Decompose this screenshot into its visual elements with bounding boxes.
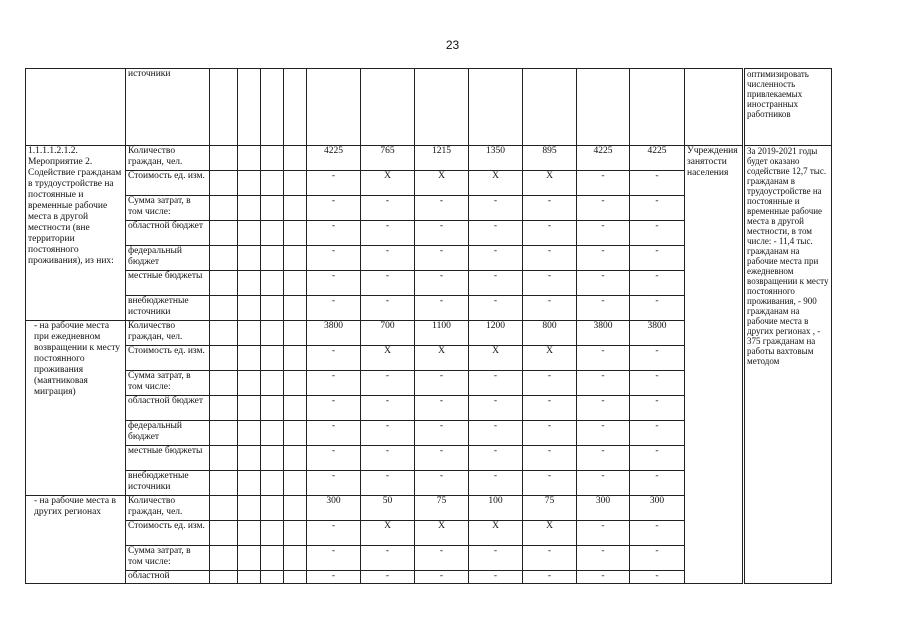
- blank-cell: [210, 496, 238, 521]
- value-cell: 800: [523, 321, 577, 346]
- value-cell: -: [415, 271, 469, 296]
- value-cell: -: [415, 221, 469, 246]
- page-number: 23: [445, 38, 460, 52]
- value-cell: -: [630, 371, 685, 396]
- value-cell: -: [630, 271, 685, 296]
- value-cell: -: [577, 196, 630, 221]
- value-cell: -: [630, 346, 685, 371]
- blank-cell: [210, 221, 238, 246]
- value-cell: -: [307, 371, 361, 396]
- value-cell: -: [630, 521, 685, 546]
- indicator-label: местные бюджеты: [126, 271, 210, 296]
- indicator-label: областной бюджет: [126, 221, 210, 246]
- value-cell: -: [523, 221, 577, 246]
- executor-cell: Учреждения занятости населения: [685, 146, 744, 584]
- value-cell: -: [307, 221, 361, 246]
- value-cell: -: [307, 171, 361, 196]
- blank-cell: [261, 171, 284, 196]
- blank-cell: [284, 546, 307, 571]
- value-cell: 1350: [469, 146, 523, 171]
- value-cell: -: [307, 396, 361, 421]
- blank-cell: [261, 371, 284, 396]
- blank-cell: [238, 296, 261, 321]
- blank-cell: [210, 421, 238, 446]
- value-cell: 50: [361, 496, 415, 521]
- value-cell: -: [415, 571, 469, 584]
- value-cell: -: [523, 546, 577, 571]
- measure-title-cell: - на рабочие места при ежедневном возвращении к месту постоянного проживания (маятниковая миграция): [26, 321, 126, 496]
- blank-cell: [284, 421, 307, 446]
- value-cell: -: [577, 521, 630, 546]
- blank-cell: [210, 546, 238, 571]
- blank-cell: [238, 246, 261, 271]
- value-cell: -: [361, 296, 415, 321]
- value-cell: -: [469, 396, 523, 421]
- value-cell: -: [307, 421, 361, 446]
- blank-cell: [238, 146, 261, 171]
- blank-cell: [261, 246, 284, 271]
- indicator-label: внебюджетные источники: [126, 296, 210, 321]
- blank-cell: [238, 546, 261, 571]
- blank-cell: [284, 221, 307, 246]
- value-cell: -: [577, 446, 630, 471]
- table-row: [26, 146, 832, 171]
- value-cell: 4225: [577, 146, 630, 171]
- value-cell: -: [577, 396, 630, 421]
- blank-cell: [261, 321, 284, 346]
- blank-cell: [210, 571, 238, 584]
- value-cell: 300: [577, 496, 630, 521]
- value-cell: -: [307, 346, 361, 371]
- value-cell: -: [630, 246, 685, 271]
- blank-cell: [261, 346, 284, 371]
- value-cell: 4225: [307, 146, 361, 171]
- value-cell: -: [469, 371, 523, 396]
- value-cell: -: [630, 296, 685, 321]
- blank-cell: [284, 496, 307, 521]
- indicator-label: Сумма затрат, в том числе:: [126, 371, 210, 396]
- value-cell: -: [307, 196, 361, 221]
- value-cell: X: [361, 171, 415, 196]
- value-cell: X: [523, 346, 577, 371]
- value-cell: -: [469, 221, 523, 246]
- value-cell: 4225: [630, 146, 685, 171]
- value-cell: -: [523, 246, 577, 271]
- blank-cell: [210, 446, 238, 471]
- measure-cell: [26, 69, 126, 146]
- value-cell: 1200: [469, 321, 523, 346]
- value-cell: -: [577, 221, 630, 246]
- value-cell: X: [415, 171, 469, 196]
- blank-cell: [284, 321, 307, 346]
- value-cell: -: [469, 421, 523, 446]
- result-cell: За 2019-2021 годы будет оказано содействие 12,7 тыс. гражданам в трудоустройстве на постоянные и временные рабочие места в другой местности, в том числе: - 11,4 тыс. гражданам на рабочие места при ежедневном возвращении к месту постоянного проживания, - 900 гражданам на рабочие места в других регионах , - 375 гражданам на работы вахтовым методом: [744, 146, 832, 584]
- value-cell: -: [415, 246, 469, 271]
- program-table: [25, 68, 832, 584]
- blank-cell: [261, 421, 284, 446]
- blank-cell: [261, 271, 284, 296]
- value-cell: -: [361, 371, 415, 396]
- indicator-label: внебюджетные источники: [126, 471, 210, 496]
- value-cell: X: [469, 521, 523, 546]
- value-cell: -: [415, 421, 469, 446]
- blank-cell: [210, 521, 238, 546]
- blank-cell: [261, 221, 284, 246]
- blank-cell: [238, 371, 261, 396]
- value-cell: -: [523, 446, 577, 471]
- value-cell: -: [523, 296, 577, 321]
- value-cell: -: [307, 471, 361, 496]
- value-cell: -: [469, 446, 523, 471]
- value-cell: -: [523, 471, 577, 496]
- value-cell: -: [577, 546, 630, 571]
- blank-cell: [284, 471, 307, 496]
- indicator-label: федеральный бюджет: [126, 421, 210, 446]
- value-cell: -: [415, 396, 469, 421]
- value-cell: -: [630, 221, 685, 246]
- blank-cell: [238, 171, 261, 196]
- blank-cell: [238, 571, 261, 584]
- value-cell: 765: [361, 146, 415, 171]
- indicator-label: Количество граждан, чел.: [126, 146, 210, 171]
- result-cell: оптимизировать численность привлекаемых иностранных работников: [744, 69, 832, 146]
- indicator-label: Стоимость ед. изм.: [126, 346, 210, 371]
- value-cell: X: [361, 346, 415, 371]
- value-cell: X: [523, 171, 577, 196]
- value-cell: 300: [307, 496, 361, 521]
- indicator-label: Сумма затрат, в том числе:: [126, 546, 210, 571]
- value-cell: -: [307, 446, 361, 471]
- value-cell: 3800: [630, 321, 685, 346]
- blank-cell: [210, 196, 238, 221]
- value-cell: -: [523, 571, 577, 584]
- blank-cell: [284, 196, 307, 221]
- value-cell: -: [577, 421, 630, 446]
- blank-cell: [210, 346, 238, 371]
- value-cell: -: [630, 196, 685, 221]
- value-cell: -: [361, 471, 415, 496]
- value-cell: 75: [415, 496, 469, 521]
- blank-cell: [238, 421, 261, 446]
- blank-cell: [261, 546, 284, 571]
- indicator-label: Стоимость ед. изм.: [126, 171, 210, 196]
- value-cell: -: [577, 571, 630, 584]
- blank-cell: [261, 296, 284, 321]
- value-cell: 300: [630, 496, 685, 521]
- value-cell: 1100: [415, 321, 469, 346]
- blank-cell: [210, 471, 238, 496]
- value-cell: -: [415, 371, 469, 396]
- value-cell: -: [415, 196, 469, 221]
- blank-cell: [238, 446, 261, 471]
- blank-cell: [261, 571, 284, 584]
- value-cell: X: [415, 521, 469, 546]
- value-cell: -: [523, 371, 577, 396]
- blank-cell: [210, 396, 238, 421]
- blank-cell: [284, 246, 307, 271]
- indicator-label: Количество граждан, чел.: [126, 496, 210, 521]
- value-cell: -: [307, 246, 361, 271]
- value-cell: -: [630, 171, 685, 196]
- measure-title-cell: 1.1.1.1.2.1.2. Мероприятие 2. Содействие гражданам в трудоустройстве на постоянные и временные рабочие места в другой местности (вне территории постоянного проживания), из них:: [26, 146, 126, 321]
- blank-cell: [284, 521, 307, 546]
- value-cell: 100: [469, 496, 523, 521]
- value-cell: -: [577, 371, 630, 396]
- value-cell: -: [307, 546, 361, 571]
- value-cell: -: [361, 396, 415, 421]
- blank-cell: [261, 521, 284, 546]
- value-cell: -: [523, 396, 577, 421]
- value-cell: -: [630, 546, 685, 571]
- blank-cell: [238, 196, 261, 221]
- value-cell: -: [469, 571, 523, 584]
- blank-cell: [261, 396, 284, 421]
- indicator-label: Сумма затрат, в том числе:: [126, 196, 210, 221]
- value-cell: -: [307, 271, 361, 296]
- value-cell: X: [469, 171, 523, 196]
- value-cell: -: [469, 271, 523, 296]
- blank-cell: [210, 321, 238, 346]
- table-row: [26, 69, 832, 146]
- value-cell: -: [361, 196, 415, 221]
- value-cell: -: [577, 271, 630, 296]
- value-cell: -: [469, 246, 523, 271]
- value-cell: 75: [523, 496, 577, 521]
- indicator-label: областной бюджет: [126, 396, 210, 421]
- indicator-label: федеральный бюджет: [126, 246, 210, 271]
- blank-cell: [261, 146, 284, 171]
- value-cell: -: [577, 296, 630, 321]
- blank-cell: [210, 146, 238, 171]
- value-cell: -: [415, 471, 469, 496]
- value-cell: -: [415, 446, 469, 471]
- value-cell: 895: [523, 146, 577, 171]
- value-cell: -: [361, 271, 415, 296]
- value-cell: -: [630, 421, 685, 446]
- value-cell: -: [577, 246, 630, 271]
- value-cell: -: [361, 446, 415, 471]
- value-cell: -: [361, 246, 415, 271]
- blank-cell: [210, 171, 238, 196]
- value-cell: -: [523, 196, 577, 221]
- blank-cell: [210, 371, 238, 396]
- value-cell: 700: [361, 321, 415, 346]
- value-cell: -: [523, 421, 577, 446]
- value-cell: -: [415, 296, 469, 321]
- indicator-label: областной: [126, 571, 210, 584]
- indicator-label: Количество граждан, чел.: [126, 321, 210, 346]
- value-cell: -: [577, 346, 630, 371]
- value-cell: -: [630, 396, 685, 421]
- value-cell: -: [361, 221, 415, 246]
- value-cell: X: [415, 346, 469, 371]
- blank-cell: [284, 346, 307, 371]
- blank-cell: [261, 471, 284, 496]
- blank-cell: [284, 271, 307, 296]
- value-cell: -: [630, 471, 685, 496]
- value-cell: 1215: [415, 146, 469, 171]
- indicator-label: местные бюджеты: [126, 446, 210, 471]
- blank-cell: [210, 296, 238, 321]
- value-cell: X: [361, 521, 415, 546]
- blank-cell: [238, 471, 261, 496]
- executor-cell: [685, 69, 744, 146]
- blank-cell: [261, 446, 284, 471]
- blank-cell: [261, 496, 284, 521]
- blank-cell: [238, 396, 261, 421]
- value-cell: 3800: [577, 321, 630, 346]
- value-cell: -: [307, 571, 361, 584]
- value-cell: -: [469, 196, 523, 221]
- measure-title-cell: - на рабочие места в других регионах: [26, 496, 126, 584]
- blank-cell: [238, 271, 261, 296]
- value-cell: -: [469, 296, 523, 321]
- indicator-label: Стоимость ед. изм.: [126, 521, 210, 546]
- blank-cell: [261, 196, 284, 221]
- blank-cell: [284, 446, 307, 471]
- blank-cell: [284, 396, 307, 421]
- value-cell: -: [630, 446, 685, 471]
- blank-cell: [210, 271, 238, 296]
- blank-cell: [284, 171, 307, 196]
- value-cell: -: [630, 571, 685, 584]
- value-cell: -: [361, 546, 415, 571]
- value-cell: -: [469, 471, 523, 496]
- blank-cell: [238, 346, 261, 371]
- value-cell: -: [577, 171, 630, 196]
- blank-cell: [238, 521, 261, 546]
- value-cell: -: [307, 521, 361, 546]
- blank-cell: [284, 571, 307, 584]
- value-cell: 3800: [307, 321, 361, 346]
- value-cell: X: [469, 346, 523, 371]
- value-cell: -: [577, 471, 630, 496]
- value-cell: -: [523, 271, 577, 296]
- blank-cell: [284, 371, 307, 396]
- value-cell: -: [361, 571, 415, 584]
- value-cell: X: [523, 521, 577, 546]
- blank-cell: [284, 146, 307, 171]
- value-cell: -: [361, 421, 415, 446]
- blank-cell: [210, 246, 238, 271]
- blank-cell: [238, 321, 261, 346]
- blank-cell: [284, 296, 307, 321]
- value-cell: -: [415, 546, 469, 571]
- value-cell: -: [307, 296, 361, 321]
- indicator-cell: источники: [126, 69, 210, 146]
- blank-cell: [238, 496, 261, 521]
- value-cell: -: [469, 546, 523, 571]
- blank-cell: [238, 221, 261, 246]
